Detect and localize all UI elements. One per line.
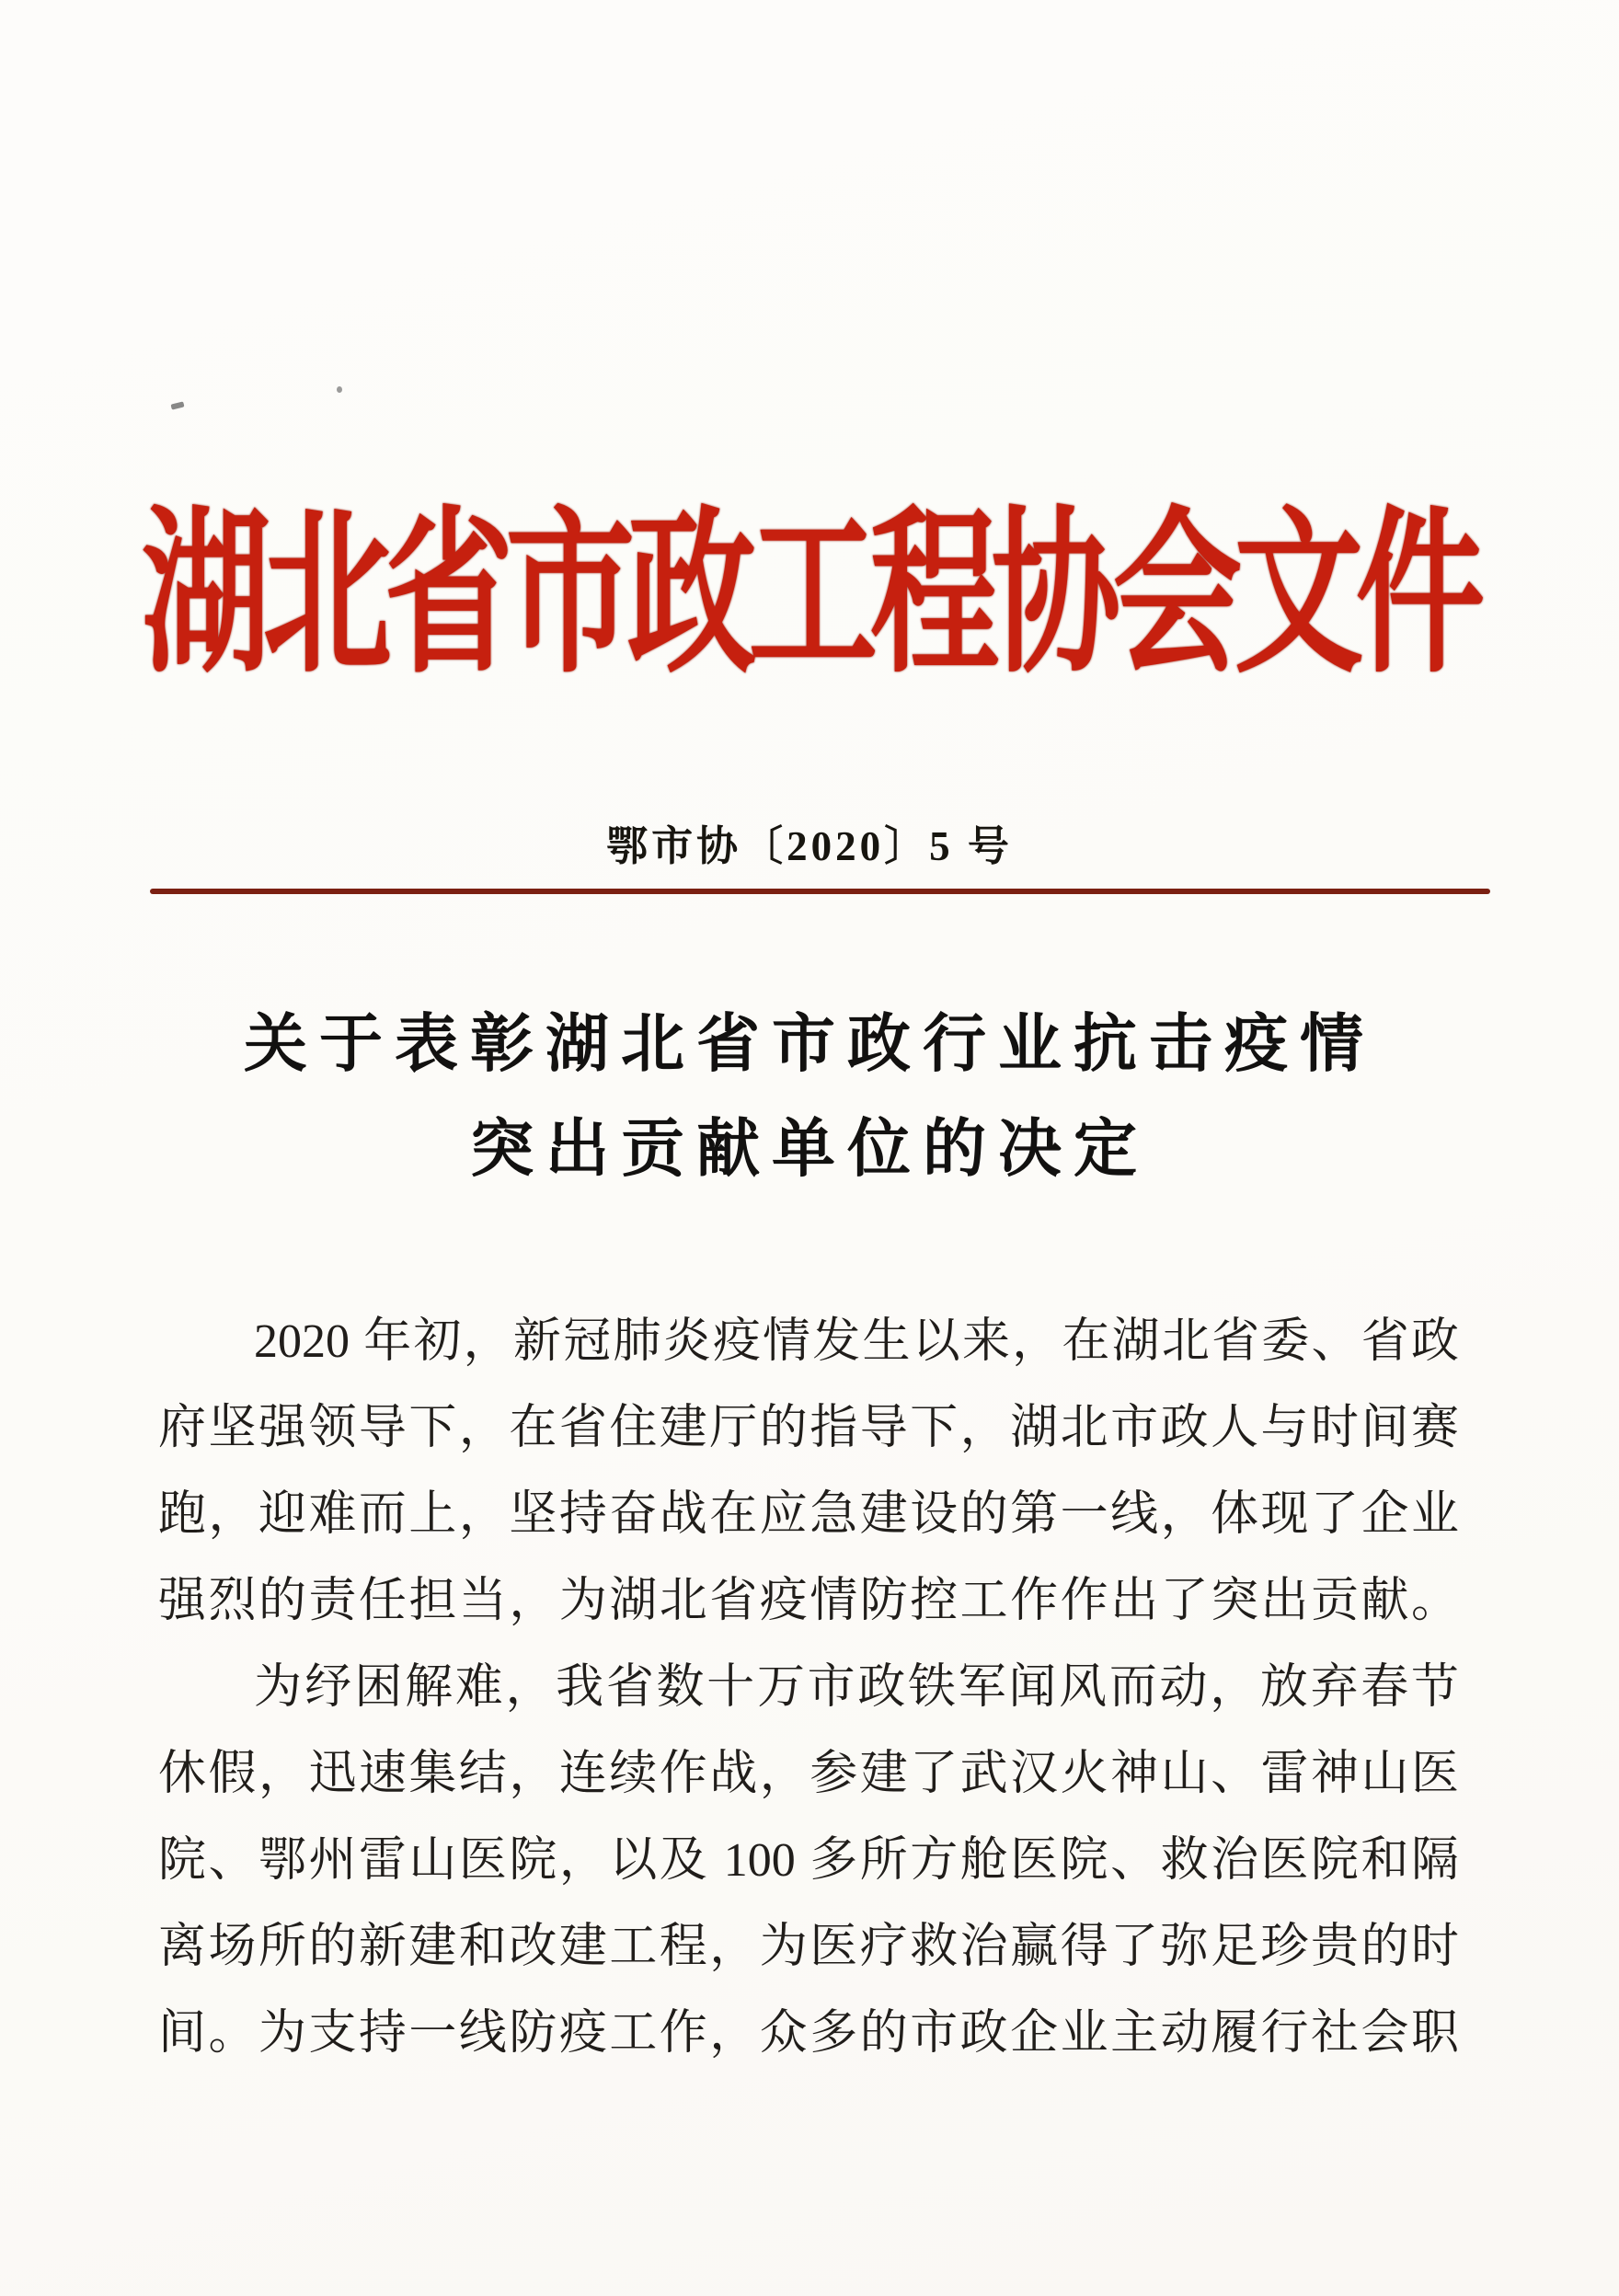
- body-line: 强烈的责任担当，为湖北省疫情防控工作作出了突出贡献。: [158, 1575, 1459, 1627]
- body-line: 府坚强领导下，在省住建厅的指导下，湖北市政人与时间赛: [158, 1402, 1459, 1454]
- body-line: 离场所的新建和改建工程，为医疗救治赢得了弥足珍贵的时: [158, 1921, 1459, 1973]
- scan-speck-dash: [170, 401, 184, 409]
- body-line: 间。为支持一线防疫工作，众多的市政企业主动履行社会职: [158, 2007, 1459, 2060]
- body-line: 跑，迎难而上，坚持奋战在应急建设的第一线，体现了企业: [158, 1488, 1459, 1541]
- document-title-line1: 关于表彰湖北省市政行业抗击疫情: [244, 1009, 1375, 1079]
- body-text: [158, 1299, 1459, 2077]
- letterhead-title: 湖北省市政工程协会文件: [141, 497, 1477, 695]
- body-line: 为纾困解难，我省数十万市政铁军闻风而动，放弃春节: [254, 1661, 1459, 1714]
- body-line: 2020 年初，新冠肺炎疫情发生以来，在湖北省委、省政: [254, 1315, 1459, 1368]
- body-line: 院、鄂州雷山医院，以及 100 多所方舱医院、救治医院和隔: [158, 1834, 1459, 1887]
- document-number: 鄂市协〔2020〕5 号: [606, 823, 1013, 869]
- document-title: [0, 992, 1619, 1201]
- body-line: 休假，迅速集结，连续作战，参建了武汉火神山、雷神山医: [158, 1748, 1459, 1800]
- red-divider-rule: [150, 889, 1490, 894]
- document-title-line2: 突出贡献单位的决定: [470, 1114, 1149, 1184]
- scan-speck-dot: [337, 386, 342, 393]
